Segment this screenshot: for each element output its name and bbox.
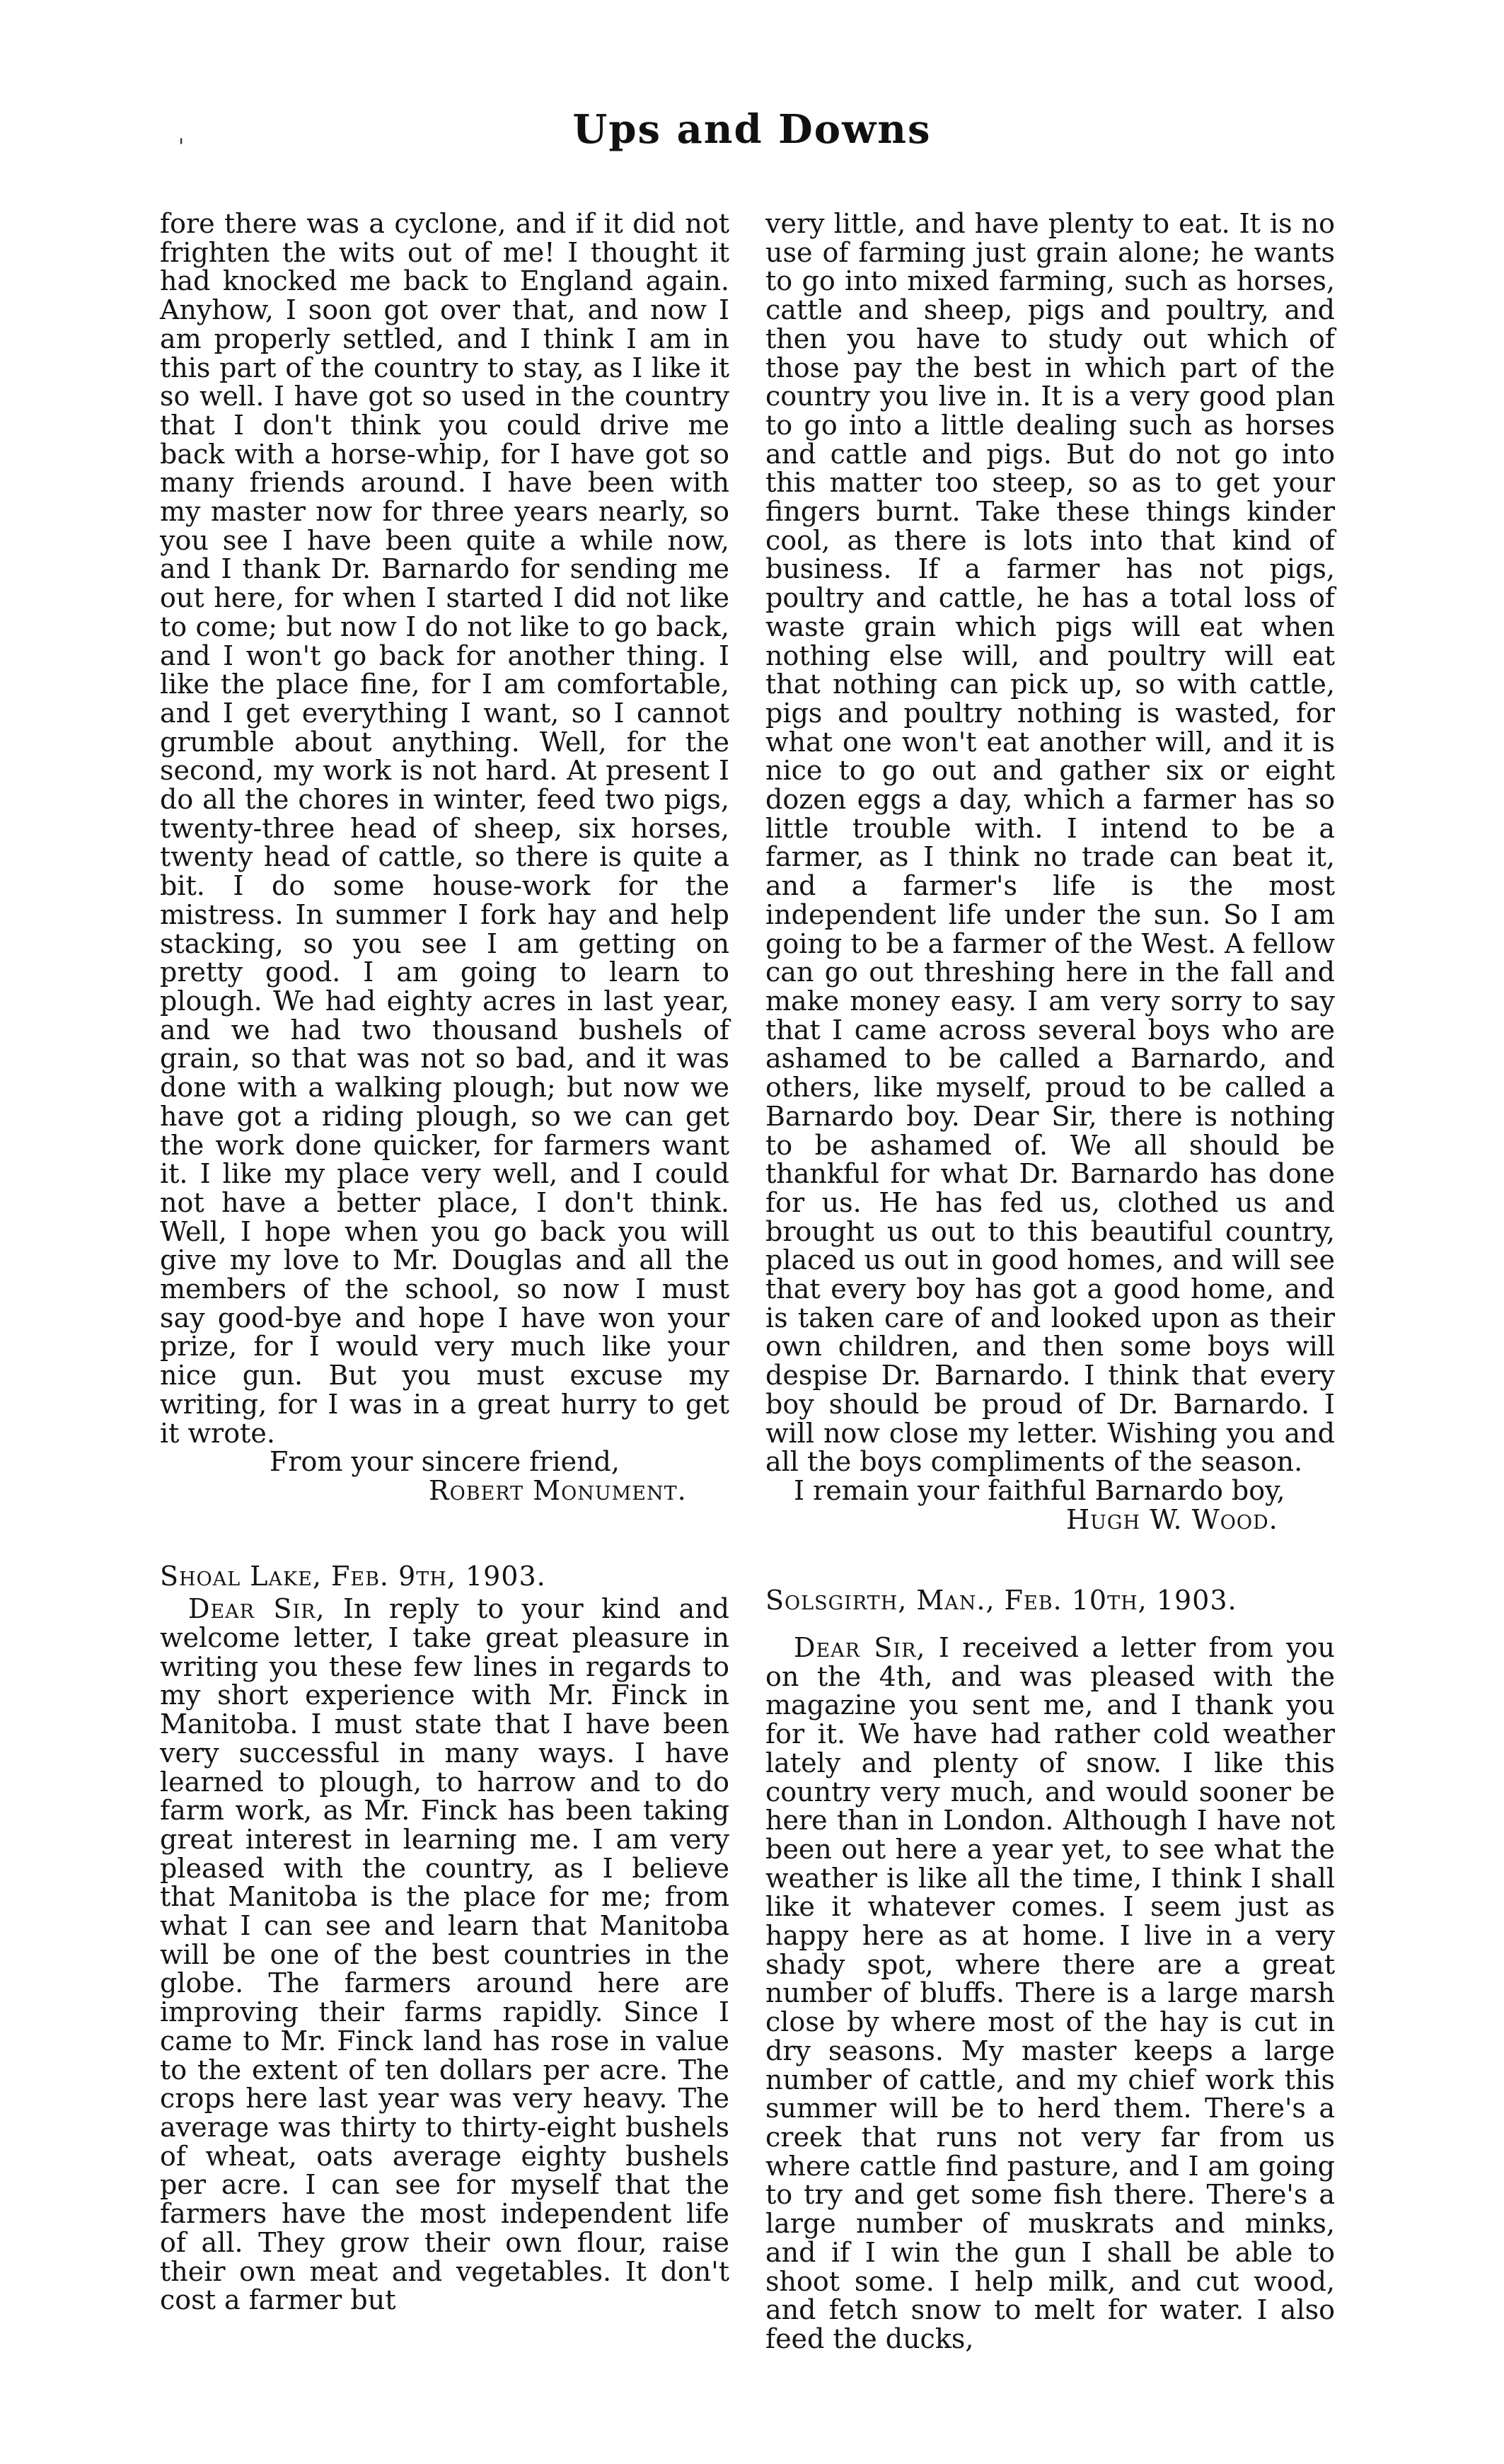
- letter-3-salutation: Dear Sir,: [794, 1632, 926, 1664]
- letter-2-salutation: Dear Sir,: [188, 1593, 325, 1625]
- letter-2-body-continued: very little, and have plenty to eat. It is no use of farming just grain alone; he wants to go into mixed farming, such as horses, cattle and sheep, pigs and poultry, and then you have to study out which of those pay the best in which part of the country you live in. It is a very good plan to go into a little dealing such as horses and cattle and pigs. But do not go into this matter too steep, so as to get your fingers burnt. Take these things kinder cool, as there is lots into that kind of business. If a farmer has not pigs, poultry and cattle, he has a total loss of waste grain which pigs will eat when nothing else will, and poultry will eat that nothing can pick up, so with cattle, pigs and poultry nothing is wasted, for what one won't eat another will, and it is nice to go out and gather six or eight dozen eggs a day, which a farmer has so little trouble with. I intend to be a farmer, as I think no trade can beat it, and a farmer's life is the most independent life under the sun. So I am going to be a farmer of the West. A fellow can go out threshing here in the fall and make money easy. I am very sorry to say that I came across several boys who are ashamed to be called a Barnardo, and others, like myself, proud to be called a Barnardo boy. Dear Sir, there is nothing to be ashamed of. We all should be thankful for what Dr. Barnardo has done for us. He has fed us, clothed us and brought us out to this beautiful country, placed us out in good homes, and will see that every boy has got a good home, and is taken care of and looked upon as their own children, and then some boys will despise Dr. Barnardo. I think that every boy should be proud of Dr. Barnardo. I will now close my letter. Wishing you and all the boys compliments of the season.: [765, 208, 1335, 1478]
- letter-2-paragraph: [160, 1595, 729, 2315]
- letter-3-paragraph: [765, 1633, 1335, 2354]
- right-column: [765, 208, 1335, 2354]
- corner-mark: ': [178, 134, 185, 159]
- left-column: [160, 208, 729, 2316]
- running-head: Ups and Downs: [572, 106, 932, 153]
- letter-1-closing: From your sincere friend,: [270, 1446, 620, 1478]
- letter-2-dateline: Shoal Lake, Feb. 9th, 1903.: [160, 1560, 546, 1592]
- letter-3-body: I received a letter from you on the 4th, and was pleased with the magazine you sent me, and I thank you for it. We have had rather cold weather lately and plenty of snow. I like this country very much, and would sooner be here than in London. Although I have not been out here a year yet, to see what the weather is like all the time, I think I shall like it whatever comes. I seem just as happy here as at home. I live in a very shady spot, where there are a great number of bluffs. There is a large marsh close by where most of the hay is cut in dry seasons. My master keeps a large number of cattle, and my chief work this summer will be to herd them. There's a creek that runs not very far from us where cattle find pasture, and I am going to try and get some fish there. There's a large number of muskrats and minks, and if I win the gun I shall be able to shoot some. I help milk, and cut wood, and fetch snow to melt for water. I also feed the ducks,: [765, 1632, 1335, 2354]
- letter-1-body: fore there was a cyclone, and if it did not frighten the wits out of me! I thought it had knocked me back to England again. Anyhow, I soon got over that, and now I am properly settled, and I think I am in this part of the country to stay, as I like it so well. I have got so used in the country that I don't think you could drive me back with a horse-whip, for I have got so many friends around. I have been with my master now for three years nearly, so you see I have been quite a while now, and I thank Dr. Barnardo for sending me out here, for when I started I did not like to come; but now I do not like to go back, and I won't go back for another thing. I like the place fine, for I am comfortable, and I get everything I want, so I cannot grumble about anything. Well, for the second, my work is not hard. At present I do all the chores in winter, feed two pigs, twenty-three head of sheep, six horses, twenty head of cattle, so there is quite a bit. I do some house-work for the mistress. In summer I fork hay and help stacking, so you see I am getting on pretty good. I am going to learn to plough. We had eighty acres in last year, and we had two thousand bushels of grain, so that was not so bad, and it was done with a walking plough; but now we have got a riding plough, so we can get the work done quicker, for farmers want it. I like my place very well, and I could not have a better place, I don't think. Well, I hope when you go back you will give my love to Mr. Douglas and all the members of the school, so now I must say good-bye and hope I have won your prize, for I would very much like your nice gun. But you must excuse my writing, for I was in a great hurry to get it wrote.: [160, 208, 729, 1449]
- letter-2-signature: Hugh W. Wood.: [1066, 1503, 1278, 1535]
- letter-2-closing: I remain your faithful Barnardo boy,: [794, 1474, 1285, 1506]
- letter-3-dateline: Solsgirth, Man., Feb. 10th, 1903.: [765, 1585, 1237, 1616]
- letter-1-signature: Robert Monument.: [429, 1474, 687, 1506]
- letter-2-body: In reply to your kind and welcome letter, I take great pleasure in writing you these few lines in regards to my short experience with Mr. Finck in Manitoba. I must state that I have been very successful in many ways. I have learned to plough, to harrow and to do farm work, as Mr. Finck has been taking great interest in learning me. I am very pleased with the country, as I believe that Manitoba is the place for me; from what I can see and learn that Manitoba will be one of the best countries in the globe. The farmers around here are improving their farms rapidly. Since I came to Mr. Finck land has rose in value to the extent of ten dollars per acre. The crops here last year was very heavy. The average was thirty to thirty-eight bushels of wheat, oats average eighty bushels per acre. I can see for myself that the farmers have the most independent life of all. They grow their own flour, raise their own meat and vegetables. It don't cost a farmer but: [160, 1593, 729, 2316]
